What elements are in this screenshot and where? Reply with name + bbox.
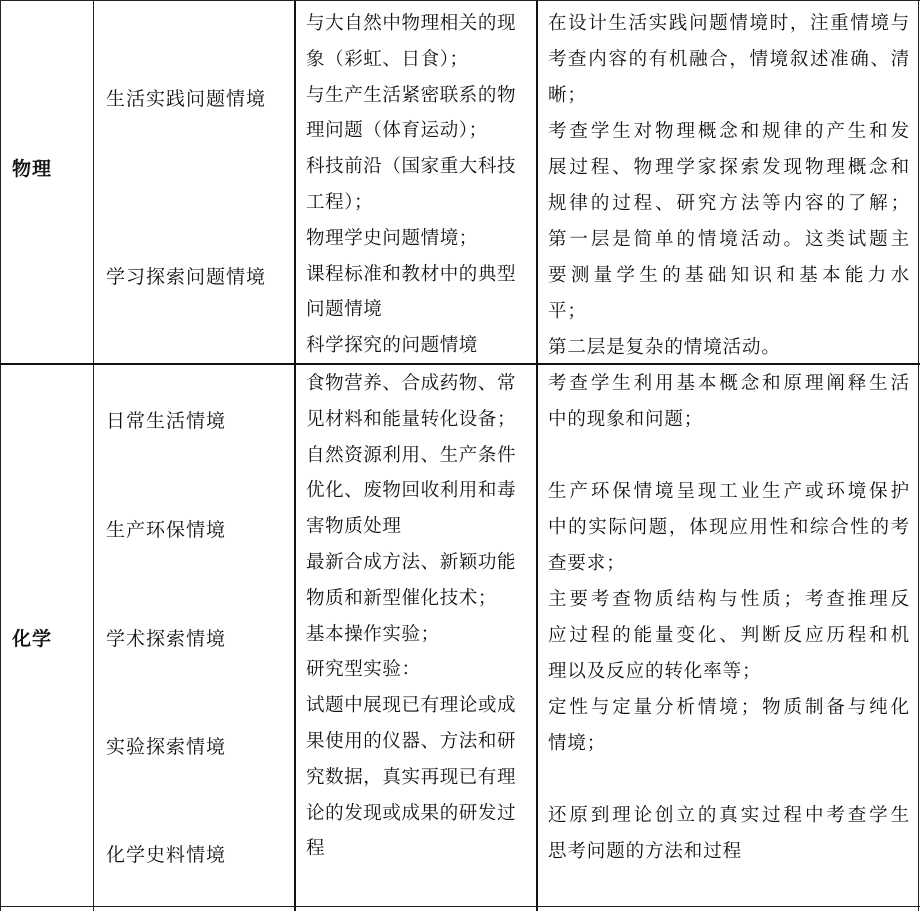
physics-assessment-notes <box>548 6 910 366</box>
text-line: 物质和新型催化技术； <box>306 587 498 609</box>
text-line: 见材料和能量转化设备； <box>306 408 517 430</box>
text-line: 物理学史问题情境； <box>306 227 478 249</box>
text-line: 果使用的仪器、方法和研 <box>306 730 517 752</box>
text-line: 考查内容的有机融合，情境叙述准确、清 <box>548 49 910 70</box>
text-line: 试题中展现已有理论或成 <box>306 695 517 717</box>
text-line: 工程）； <box>306 191 374 213</box>
text-line: 在设计生活实践问题情境时，注重情境与 <box>548 13 910 34</box>
subject-physics: 物理 <box>12 158 53 180</box>
text-line: 食物营养、合成药物、常 <box>306 373 517 394</box>
table-border-right <box>918 0 919 911</box>
context-label: 实验探索情境 <box>106 736 227 758</box>
chemistry-context-examples <box>306 366 532 867</box>
text-line: 科技前沿（国家重大科技 <box>306 156 517 178</box>
text-line: 优化、废物回收利用和毒 <box>306 480 517 502</box>
text-line: 主要考查物质结构与性质；考查推理反 <box>548 589 910 610</box>
column-divider <box>536 0 538 911</box>
text-line <box>548 438 910 474</box>
text-line: 定性与定量分析情境；物质制备与纯化 <box>548 697 910 718</box>
text-line: 害物质处理 <box>306 516 402 538</box>
text-line: 研究型实验： <box>306 659 421 681</box>
physics-context-examples <box>306 6 532 364</box>
text-line: 考查学生利用基本概念和原理阐释生活 <box>548 373 910 394</box>
text-line: 基本操作实验； <box>306 623 440 645</box>
text-line: 科学探究的问题情境 <box>306 335 478 357</box>
text-line: 理以及反应的转化率等； <box>548 661 762 682</box>
text-line: 平； <box>548 301 587 322</box>
text-line: 生产环保情境呈现工业生产或环境保护 <box>548 481 910 502</box>
text-line <box>548 762 910 798</box>
text-line: 最新合成方法、新颖功能 <box>306 551 517 573</box>
text-line: 程 <box>306 838 326 860</box>
text-line: 查要求； <box>548 553 626 574</box>
context-label: 学术探索情境 <box>106 628 227 650</box>
text-line: 与生产生活紧密联系的物 <box>306 84 517 106</box>
context-label: 日常生活情境 <box>106 410 227 432</box>
column-divider <box>294 0 296 911</box>
text-line: 象（彩虹、日食）； <box>306 48 469 70</box>
text-line: 要测量学生的基础知识和基本能力水 <box>548 265 910 286</box>
text-line: 问题情境 <box>306 299 383 321</box>
context-label: 生产环保情境 <box>106 519 227 541</box>
chemistry-assessment-notes <box>548 366 910 870</box>
text-line: 与大自然中物理相关的现 <box>306 13 517 34</box>
column-divider <box>93 0 94 911</box>
text-line: 论的发现或成果的研发过 <box>306 802 517 824</box>
text-line: 规律的过程、研究方法等内容的了解； <box>548 193 910 214</box>
table-border-left <box>0 0 1 911</box>
context-label: 生活实践问题情境 <box>106 88 267 110</box>
context-label: 化学史料情境 <box>106 844 227 866</box>
text-line: 晰； <box>548 85 587 106</box>
text-line: 中的实际问题，体现应用性和综合性的考 <box>548 517 910 538</box>
text-line: 课程标准和教材中的典型 <box>306 263 517 285</box>
text-line: 考查学生对物理概念和规律的产生和发 <box>548 121 910 142</box>
subject-chemistry: 化学 <box>12 628 53 650</box>
text-line: 第二层是复杂的情境活动。 <box>548 337 781 358</box>
text-line: 理问题（体育运动）； <box>306 120 488 142</box>
text-line: 自然资源利用、生产条件 <box>306 444 517 466</box>
text-line: 思考问题的方法和过程 <box>548 841 743 862</box>
table-border-top <box>0 0 920 1</box>
text-line: 第一层是简单的情境活动。这类试题主 <box>548 229 910 250</box>
text-line: 中的现象和问题； <box>548 409 704 430</box>
row-divider <box>0 906 920 907</box>
text-line: 还原到理论创立的真实过程中考查学生 <box>548 805 910 826</box>
text-line: 应过程的能量变化、判断反应历程和机 <box>548 625 910 646</box>
text-line: 究数据，真实再现已有理 <box>306 766 517 788</box>
context-label: 学习探索问题情境 <box>106 266 267 288</box>
text-line: 情境； <box>548 733 607 754</box>
text-line: 展过程、物理学家探索发现物理概念和 <box>548 157 910 178</box>
